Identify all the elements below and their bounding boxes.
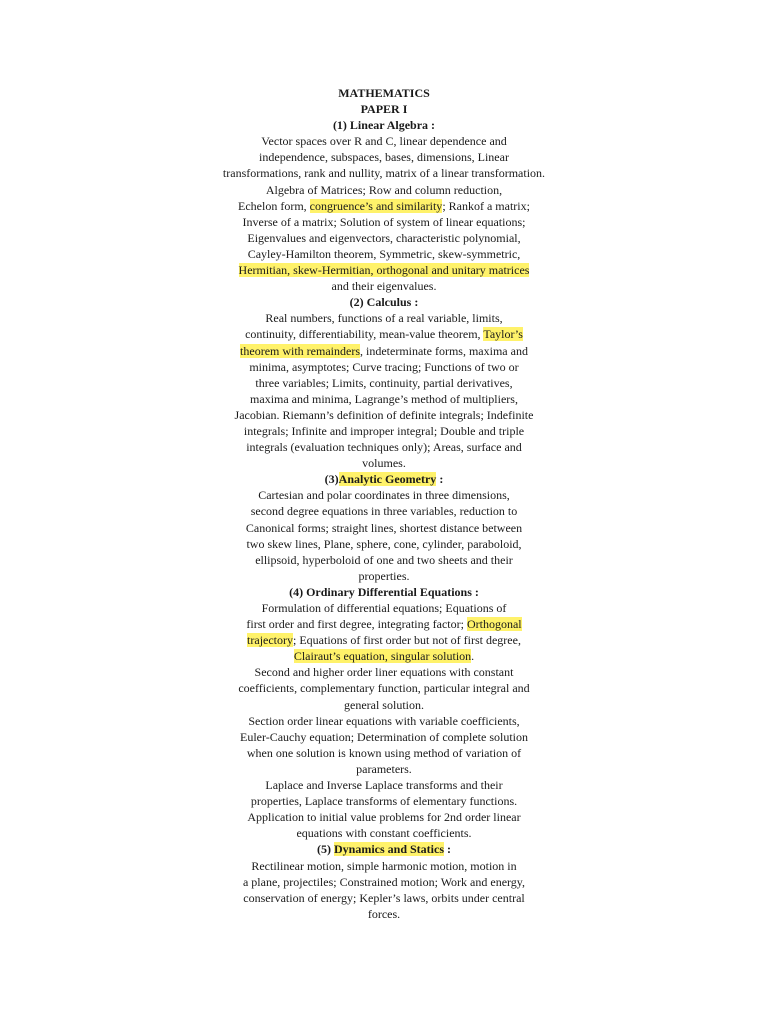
text-run: when one solution is known using method of variation of xyxy=(246,745,522,760)
text-run: ; Equations of first order but not of first degree, xyxy=(293,633,521,648)
text-line xyxy=(0,648,768,664)
text-line xyxy=(0,423,768,439)
text-run: volumes. xyxy=(362,456,406,471)
text-run: Echelon form, xyxy=(238,198,310,213)
text-run: (3) xyxy=(324,472,339,487)
text-line xyxy=(0,697,768,713)
text-line xyxy=(0,343,768,359)
text-line xyxy=(0,745,768,761)
sections-container xyxy=(0,117,768,922)
text-line xyxy=(0,246,768,262)
text-line xyxy=(0,375,768,391)
text-run: Cayley-Hamilton theorem, Symmetric, skew-symmetric, xyxy=(247,246,521,261)
text-run: Algebra of Matrices; Row and column reduction, xyxy=(265,182,503,197)
text-run: equations with constant coefficients. xyxy=(296,826,472,841)
text-line xyxy=(0,407,768,423)
text-line xyxy=(0,455,768,471)
text-run: (5) xyxy=(316,842,334,857)
highlighted-text: Hermitian, skew-Hermitian, orthogonal and unitary matrices xyxy=(238,263,530,278)
text-run: , indeterminate forms, maxima and xyxy=(360,343,528,358)
text-run: first order and first degree, integrating factor; xyxy=(246,617,467,632)
text-line xyxy=(0,680,768,696)
section-heading: (1) Linear Algebra : xyxy=(332,118,436,133)
text-run: Inverse of a matrix; Solution of system of linear equations; xyxy=(242,214,526,229)
text-run: : xyxy=(436,472,444,487)
text-line xyxy=(0,520,768,536)
text-run: maxima and minima, Lagrange’s method of multipliers, xyxy=(250,391,518,406)
text-line xyxy=(0,552,768,568)
text-run: ; Rankof a matrix; xyxy=(442,198,530,213)
text-run: minima, asymptotes; Curve tracing; Functions of two or xyxy=(249,359,519,374)
highlighted-text: Dynamics and Statics xyxy=(333,842,444,857)
text-run: a plane, projectiles; Constrained motion; Work and energy, xyxy=(242,874,526,889)
text-run: independence, subspaces, bases, dimensions, Linear xyxy=(259,150,509,165)
text-line xyxy=(0,391,768,407)
text-run: continuity, differentiability, mean-value theorem, xyxy=(245,327,484,342)
section-3 xyxy=(0,471,768,584)
text-run: ellipsoid, hyperboloid of one and two sheets and their xyxy=(255,552,513,567)
text-line xyxy=(0,568,768,584)
text-run: forces. xyxy=(367,906,401,921)
text-run: Rectilinear motion, simple harmonic motion, motion in xyxy=(251,858,517,873)
text-line xyxy=(0,729,768,745)
section-heading xyxy=(0,841,768,857)
text-line xyxy=(0,616,768,632)
text-line xyxy=(0,487,768,503)
text-line xyxy=(0,536,768,552)
text-run: parameters. xyxy=(356,761,412,776)
section-heading xyxy=(0,471,768,487)
text-line xyxy=(0,326,768,342)
text-line xyxy=(0,890,768,906)
text-run: Euler-Cauchy equation; Determination of complete solution xyxy=(239,729,528,744)
text-run: Laplace and Inverse Laplace transforms and their xyxy=(265,778,503,793)
text-run: and their eigenvalues. xyxy=(331,279,437,294)
text-line xyxy=(0,664,768,680)
section-heading: (2) Calculus : xyxy=(349,295,419,310)
highlighted-text: Clairaut’s equation, singular solution xyxy=(293,649,472,664)
text-line xyxy=(0,182,768,198)
text-line xyxy=(0,825,768,841)
text-line xyxy=(0,198,768,214)
text-run: Application to initial value problems for 2nd order linear xyxy=(247,810,521,825)
text-line xyxy=(0,793,768,809)
text-run: Jacobian. Riemann’s definition of definite integrals; Indefinite xyxy=(234,407,534,422)
syllabus-document xyxy=(0,85,768,922)
text-line xyxy=(0,777,768,793)
text-line xyxy=(0,503,768,519)
text-line xyxy=(0,165,768,181)
text-run: properties. xyxy=(358,568,410,583)
text-run: integrals (evaluation techniques only); Areas, surface and xyxy=(246,440,522,455)
text-run: general solution. xyxy=(344,697,424,712)
text-line xyxy=(0,713,768,729)
text-run: Second and higher order liner equations with constant xyxy=(254,665,514,680)
text-run: properties, Laplace transforms of elementary functions. xyxy=(250,794,518,809)
highlighted-text: Orthogonal xyxy=(466,617,522,632)
text-run: two skew lines, Plane, sphere, cone, cylinder, paraboloid, xyxy=(246,536,522,551)
document-title: MATHEMATICS xyxy=(338,86,430,100)
text-line xyxy=(0,439,768,455)
text-run: Formulation of differential equations; Equations of xyxy=(261,601,507,615)
text-line xyxy=(0,149,768,165)
text-run: Section order linear equations with variable coefficients, xyxy=(248,713,520,728)
text-line xyxy=(0,600,768,616)
section-5 xyxy=(0,841,768,921)
text-line xyxy=(0,214,768,230)
text-run: : xyxy=(444,842,451,857)
section-heading: (4) Ordinary Differential Equations : xyxy=(289,584,479,599)
text-line xyxy=(0,310,768,326)
text-run: coefficients, complementary function, particular integral and xyxy=(238,681,530,696)
text-line xyxy=(0,874,768,890)
text-run: Real numbers, functions of a real variable, limits, xyxy=(265,311,503,326)
text-run: integrals; Infinite and improper integral; Double and triple xyxy=(243,423,525,438)
text-run: conservation of energy; Kepler’s laws, orbits under central xyxy=(243,890,525,905)
text-run: Canonical forms; straight lines, shortest distance between xyxy=(245,520,523,535)
highlighted-text: theorem with remainders xyxy=(240,343,360,358)
text-run: . xyxy=(471,649,475,664)
highlighted-text: Analytic Geometry xyxy=(338,472,437,487)
text-run: three variables; Limits, continuity, partial derivatives, xyxy=(255,375,513,390)
text-line xyxy=(0,858,768,874)
text-run: transformations, rank and nullity, matrix of a linear transformation. xyxy=(222,166,546,181)
text-line xyxy=(0,809,768,825)
paper-title: PAPER I xyxy=(360,102,408,117)
text-line xyxy=(0,262,768,278)
highlighted-text: congruence’s and similarity xyxy=(309,198,443,213)
text-line xyxy=(0,359,768,375)
text-line xyxy=(0,906,768,922)
highlighted-text: trajectory xyxy=(247,633,294,648)
text-line xyxy=(0,632,768,648)
section-4 xyxy=(0,584,768,842)
text-run: Cartesian and polar coordinates in three dimensions, xyxy=(258,488,510,503)
section-1 xyxy=(0,117,768,294)
text-run: Vector spaces over R and C, linear dependence and xyxy=(261,134,507,149)
text-run: second degree equations in three variables, reduction to xyxy=(250,504,518,519)
highlighted-text: Taylor’s xyxy=(483,327,523,342)
text-run: Eigenvalues and eigenvectors, characteristic polynomial, xyxy=(247,230,521,245)
text-line xyxy=(0,278,768,294)
text-line xyxy=(0,133,768,149)
text-line xyxy=(0,761,768,777)
text-line xyxy=(0,230,768,246)
section-2 xyxy=(0,294,768,471)
